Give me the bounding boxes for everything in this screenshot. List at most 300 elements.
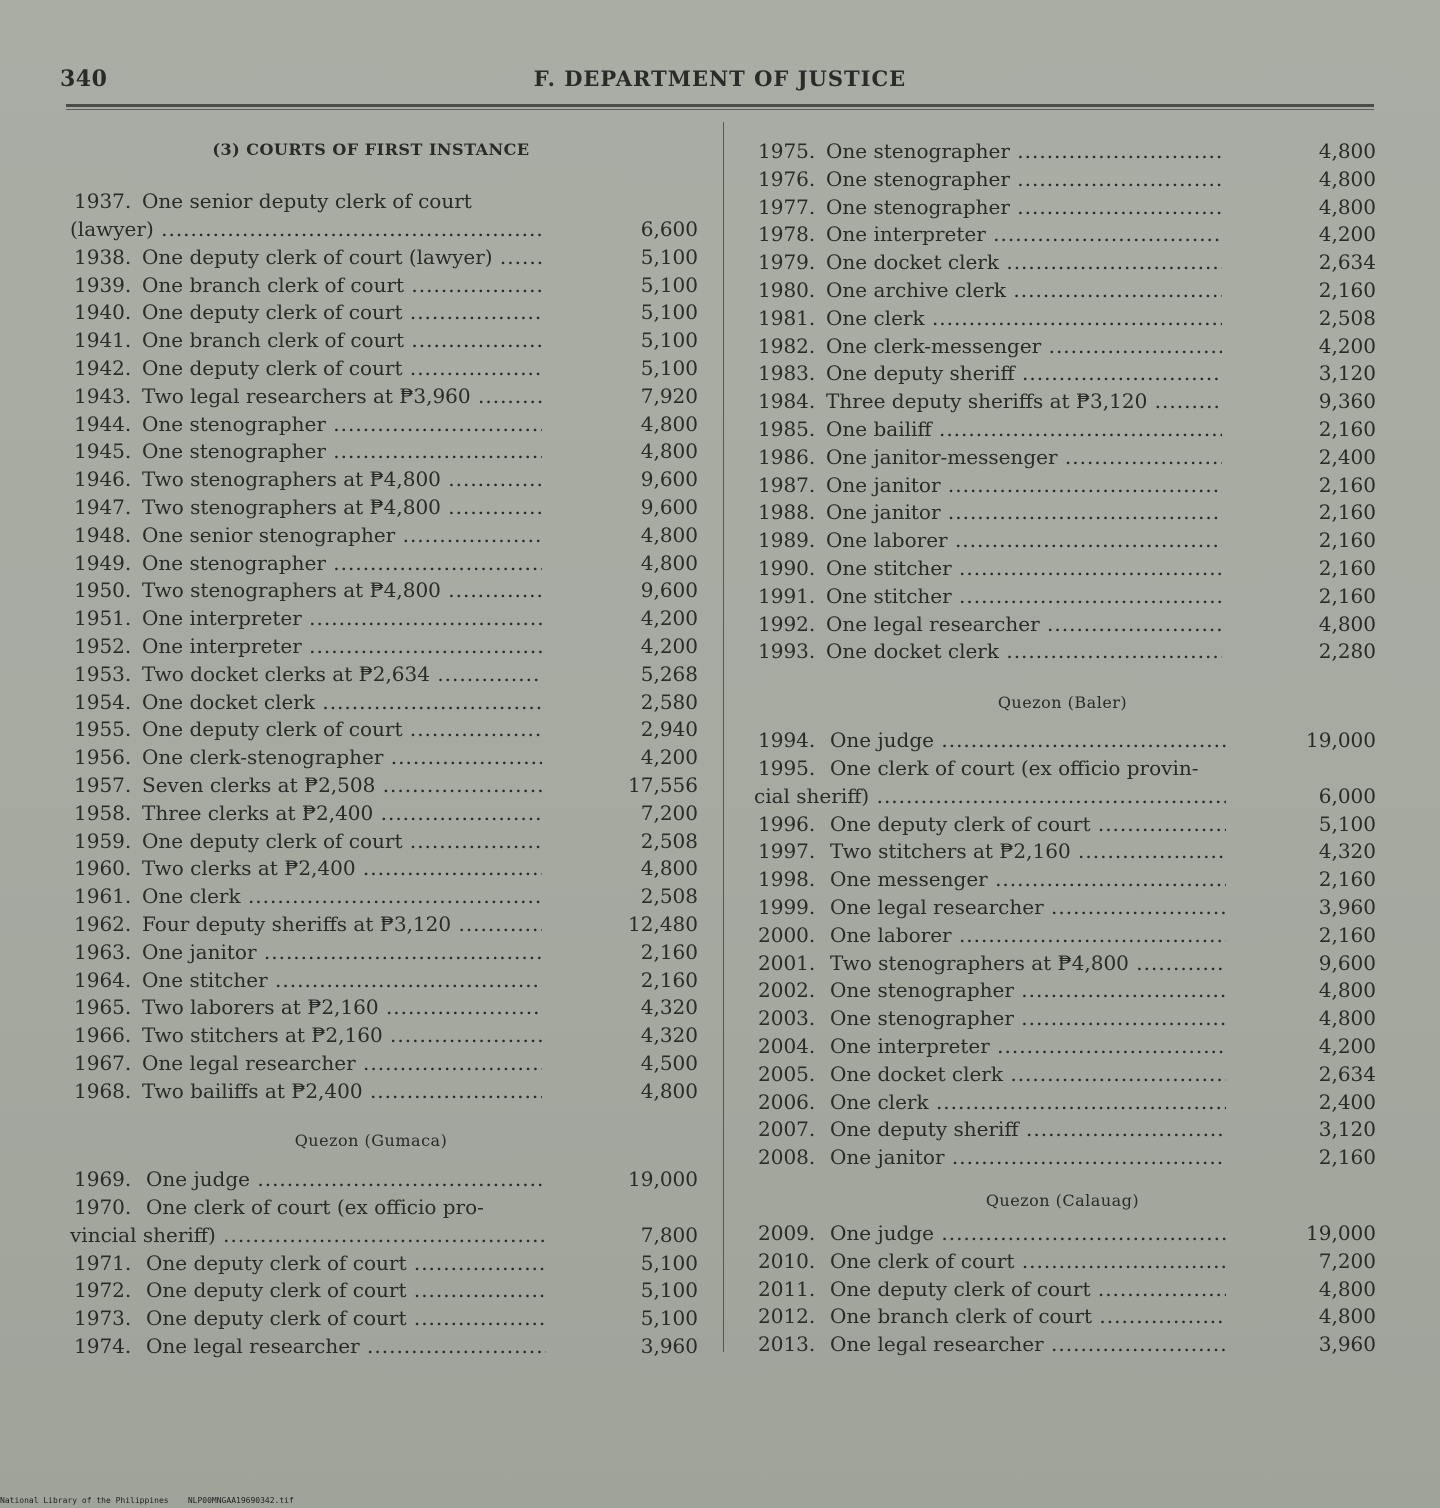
budget-entry — [66, 244, 698, 270]
entry-amount: 5,100 — [640, 1250, 698, 1275]
entry-amount: 4,800 — [640, 1078, 698, 1103]
entry-description: One stenographer ..... — [826, 138, 1222, 164]
entry-number: 1954. — [74, 689, 132, 714]
budget-entry — [750, 360, 1376, 386]
entry-description: Seven clerks at ₱2,508 ..... — [142, 772, 542, 798]
budget-entry — [750, 1089, 1376, 1115]
entry-description: Three clerks at ₱2,400 ..... — [142, 800, 542, 826]
entry-number: 1973. — [74, 1306, 132, 1331]
entry-amount: 5,268 — [640, 661, 698, 686]
entry-amount: 2,160 — [1318, 556, 1376, 580]
entry-amount: 2,160 — [1318, 583, 1376, 608]
entry-amount: 2,508 — [640, 828, 698, 853]
entry-number: 1961. — [74, 884, 132, 909]
entry-number: 1984. — [758, 389, 816, 414]
budget-entry — [750, 277, 1376, 303]
section-title: (3) COURTS OF FIRST INSTANCE — [212, 140, 530, 159]
entry-number: 1998. — [758, 867, 816, 892]
entry-description: One deputy clerk of court ..... — [142, 716, 542, 742]
entry-description: One janitor ..... — [142, 939, 542, 965]
budget-entry — [750, 611, 1376, 637]
entry-amount: 3,960 — [1318, 895, 1376, 919]
header-rule — [66, 104, 1374, 110]
budget-entry — [66, 411, 698, 437]
entry-description: Three deputy sheriffs at ₱3,120 ..... — [826, 388, 1222, 414]
budget-entry — [750, 866, 1376, 892]
entry-amount: 2,160 — [1318, 472, 1376, 497]
entry-amount: 2,160 — [1318, 278, 1376, 302]
entry-amount: 5,100 — [640, 272, 698, 297]
entry-description: One laborer ..... — [826, 527, 1222, 553]
entry-description: One senior deputy clerk of court — [142, 189, 472, 213]
budget-entry — [750, 138, 1376, 164]
budget-entry — [66, 828, 698, 854]
entry-description: One stitcher ..... — [826, 583, 1222, 609]
entry-number: 1991. — [758, 583, 816, 608]
budget-entry — [66, 327, 698, 353]
entry-number: 1939. — [74, 272, 132, 297]
budget-entry — [66, 1305, 698, 1331]
entry-amount: 4,200 — [640, 634, 698, 658]
entry-number: 1987. — [758, 472, 816, 497]
entry-amount: 3,960 — [1318, 1332, 1376, 1357]
entry-amount: 2,634 — [1318, 1061, 1376, 1086]
entry-description: One deputy sheriff ..... — [830, 1116, 1226, 1142]
entry-number: 1980. — [758, 278, 816, 302]
entry-description: One stenographer ..... — [142, 411, 542, 437]
footer-file-id: NLP00MNGAA19690342.tif — [187, 1496, 294, 1505]
budget-entry — [750, 1033, 1376, 1059]
budget-entry — [750, 194, 1376, 220]
entry-description: One senior stenographer ..... — [142, 522, 542, 548]
entry-description: One interpreter ..... — [830, 1033, 1226, 1059]
budget-entry — [750, 1005, 1376, 1031]
budget-entry — [750, 305, 1376, 331]
entry-number: 1943. — [74, 383, 132, 408]
page-number: 340 — [60, 66, 108, 92]
budget-entry — [750, 977, 1376, 1003]
entry-description: One branch clerk of court ..... — [830, 1303, 1226, 1329]
budget-entry — [66, 550, 698, 576]
entry-number: 1946. — [74, 467, 132, 492]
entry-number: 1983. — [758, 361, 816, 386]
entry-number: 1997. — [758, 839, 816, 864]
entry-number: 1959. — [74, 828, 132, 853]
entry-description: One interpreter ..... — [826, 221, 1222, 247]
entry-description: One legal researcher ..... — [830, 1331, 1226, 1357]
entry-description: One docket clerk ..... — [142, 689, 542, 715]
entry-amount: 5,100 — [640, 356, 698, 380]
entry-description: One clerk ..... — [830, 1089, 1226, 1115]
budget-entry — [66, 1277, 698, 1303]
entry-number: 1949. — [74, 550, 132, 575]
entry-description: One deputy clerk of court ..... — [146, 1277, 546, 1303]
entry-amount: 7,200 — [1318, 1248, 1376, 1273]
entry-number: 1971. — [74, 1250, 132, 1275]
entry-amount: 2,400 — [1318, 1089, 1376, 1114]
entry-number: 1972. — [74, 1278, 132, 1303]
budget-entry — [66, 772, 698, 798]
budget-entry — [750, 583, 1376, 609]
entry-number: 1940. — [74, 300, 132, 325]
entry-amount: 3,120 — [1318, 1117, 1376, 1142]
entry-description: One deputy clerk of court ..... — [830, 1276, 1226, 1302]
entry-number: 1977. — [758, 194, 816, 219]
entry-amount: 2,940 — [640, 717, 698, 742]
entry-description: Two docket clerks at ₱2,634 ..... — [142, 661, 542, 687]
entry-amount: 7,800 — [640, 1222, 698, 1247]
entry-number: 1967. — [74, 1051, 132, 1075]
entry-amount: 12,480 — [628, 912, 698, 936]
entry-amount: 4,200 — [640, 606, 698, 631]
budget-entry — [750, 1116, 1376, 1142]
entry-amount: 2,160 — [1318, 922, 1376, 947]
entry-description: One stenographer ..... — [830, 1005, 1226, 1031]
entry-amount: 2,160 — [1318, 867, 1376, 892]
entry-number: 1990. — [758, 556, 816, 580]
entry-amount: 5,100 — [640, 1306, 698, 1331]
entry-amount: 2,580 — [640, 689, 698, 714]
budget-entry — [750, 727, 1376, 753]
entry-number: 1986. — [758, 444, 816, 469]
entry-amount: 4,800 — [640, 411, 698, 436]
entry-number: 2000. — [758, 922, 816, 947]
entry-number: 1965. — [74, 995, 132, 1020]
entry-number: 1996. — [758, 811, 816, 836]
entry-amount: 2,160 — [640, 967, 698, 992]
budget-entry — [750, 388, 1376, 414]
entry-description: One docket clerk ..... — [826, 638, 1222, 664]
entry-number: 1953. — [74, 661, 132, 686]
entry-number: 1968. — [74, 1078, 132, 1103]
entry-number: 1958. — [74, 800, 132, 825]
entry-amount: 4,200 — [1318, 333, 1376, 358]
entry-amount: 4,320 — [640, 995, 698, 1020]
entry-number: 1985. — [758, 417, 816, 441]
entry-amount: 2,400 — [1318, 444, 1376, 469]
entry-description: One judge ..... — [146, 1166, 546, 1192]
budget-entry — [66, 661, 698, 687]
entry-number: 2002. — [758, 978, 816, 1003]
entry-description: One judge ..... — [830, 727, 1226, 753]
entry-number: 1956. — [74, 745, 132, 770]
budget-entry — [66, 605, 698, 631]
entry-description: Two legal researchers at ₱3,960 ..... — [142, 383, 542, 409]
entry-description: One deputy sheriff ..... — [826, 360, 1222, 386]
entry-description: Two laborers at ₱2,160 ..... — [142, 994, 542, 1020]
budget-entry — [750, 1220, 1376, 1246]
budget-entry — [66, 1166, 698, 1192]
budget-entry — [750, 1248, 1376, 1274]
entry-amount: 9,360 — [1318, 389, 1376, 414]
entry-number: 1948. — [74, 522, 132, 547]
budget-entry — [750, 166, 1376, 192]
budget-entry — [66, 494, 698, 520]
entry-amount: 2,280 — [1318, 639, 1376, 664]
entry-number: 2001. — [758, 950, 816, 975]
entry-description: One archive clerk ..... — [826, 277, 1222, 303]
budget-entry — [66, 855, 698, 881]
entry-description: One janitor ..... — [826, 499, 1222, 525]
entry-description: One interpreter ..... — [142, 605, 542, 631]
entry-description: Two stenographers at ₱4,800 ..... — [142, 494, 542, 520]
budget-entry — [750, 444, 1376, 470]
entry-number: 1945. — [74, 439, 132, 464]
entry-number: 1947. — [74, 495, 132, 519]
budget-entry — [750, 1303, 1376, 1329]
budget-entry — [750, 838, 1376, 864]
scan-footer — [0, 1496, 294, 1505]
entry-amount: 7,920 — [640, 383, 698, 408]
budget-entry — [750, 221, 1376, 247]
entry-number: 1964. — [74, 967, 132, 992]
subheading-baler: Quezon (Baler) — [997, 693, 1128, 712]
entry-amount: 4,800 — [1318, 1276, 1376, 1301]
column-divider — [723, 122, 724, 1352]
entry-number: 1978. — [758, 222, 816, 247]
entry-number: 1994. — [758, 728, 816, 752]
entry-amount: 4,800 — [1318, 166, 1376, 191]
entry-amount: 4,800 — [640, 856, 698, 881]
entry-number: 1941. — [74, 328, 132, 353]
entry-description: One janitor-messenger ..... — [826, 444, 1222, 470]
entry-description: One legal researcher ..... — [826, 611, 1222, 637]
entry-amount: 4,200 — [640, 745, 698, 770]
entry-description: One janitor ..... — [826, 472, 1222, 498]
entry-amount: 7,200 — [640, 800, 698, 825]
entry-description: One branch clerk of court ..... — [142, 327, 542, 353]
entry-description: One stenographer ..... — [830, 977, 1226, 1003]
entry-description: Two bailiffs at ₱2,400 ..... — [142, 1078, 542, 1104]
budget-entry — [66, 1194, 698, 1247]
budget-entry — [750, 472, 1376, 498]
budget-entry — [66, 272, 698, 298]
entry-amount: 9,600 — [640, 578, 698, 603]
budget-entry — [750, 499, 1376, 525]
entry-number: 1950. — [74, 578, 132, 603]
budget-entry — [750, 416, 1376, 442]
entry-number: 1995. — [758, 755, 816, 780]
entry-amount: 5,100 — [640, 244, 698, 269]
entry-description: One clerk-messenger ..... — [826, 333, 1222, 359]
entry-amount: 3,120 — [1318, 361, 1376, 386]
entry-description: One docket clerk ..... — [830, 1061, 1226, 1087]
entry-number: 2009. — [758, 1221, 816, 1245]
entry-number: 1955. — [74, 717, 132, 742]
budget-entry — [750, 333, 1376, 359]
budget-entry — [750, 894, 1376, 920]
entry-amount: 9,600 — [640, 467, 698, 492]
budget-entry — [750, 950, 1376, 976]
budget-entry — [750, 811, 1376, 837]
running-head: F. DEPARTMENT OF JUSTICE — [533, 66, 907, 91]
entry-amount: 4,200 — [1318, 1034, 1376, 1058]
budget-entry — [66, 522, 698, 548]
entry-description: One clerk-stenographer ..... — [142, 744, 542, 770]
entry-description: One deputy clerk of court ..... — [142, 299, 542, 325]
budget-entry — [750, 249, 1376, 275]
entry-number: 2006. — [758, 1089, 816, 1114]
budget-entry — [66, 1078, 698, 1104]
entry-description: One clerk ..... — [826, 305, 1222, 331]
entry-number: 1937. — [74, 189, 132, 213]
entry-amount: 5,100 — [640, 1278, 698, 1303]
entry-amount: 4,800 — [640, 550, 698, 575]
entry-description: Two stenographers at ₱4,800 ..... — [142, 466, 542, 492]
entry-amount: 2,160 — [1318, 417, 1376, 441]
entry-amount: 4,500 — [640, 1051, 698, 1075]
entry-description: One interpreter ..... — [142, 633, 542, 659]
entry-number: 1982. — [758, 333, 816, 358]
entry-amount: 2,634 — [1318, 250, 1376, 275]
entry-description: One docket clerk ..... — [826, 249, 1222, 275]
entry-description: One legal researcher ..... — [142, 1050, 542, 1076]
entry-description: One deputy clerk of court ..... — [146, 1250, 546, 1276]
entry-number: 2008. — [758, 1145, 816, 1170]
entry-amount: 6,000 — [1318, 783, 1376, 808]
entry-number: 1969. — [74, 1167, 132, 1191]
entry-number: 1957. — [74, 773, 132, 797]
entry-number: 1981. — [758, 305, 816, 330]
entry-number: 1944. — [74, 411, 132, 436]
budget-entry — [750, 527, 1376, 553]
entry-description: Two stitchers at ₱2,160 ..... — [830, 838, 1226, 864]
entry-number: 1942. — [74, 356, 132, 380]
budget-entry — [66, 438, 698, 464]
entry-amount: 6,600 — [640, 217, 698, 241]
budget-entry — [750, 555, 1376, 581]
entry-amount: 3,960 — [640, 1334, 698, 1358]
budget-entry — [750, 1144, 1376, 1170]
entry-description: One clerk of court (ex officio pro- — [146, 1194, 484, 1219]
budget-entry — [750, 755, 1376, 808]
entry-amount: 9,600 — [640, 495, 698, 519]
entry-amount: 2,508 — [640, 884, 698, 909]
entry-number: 1999. — [758, 895, 816, 919]
entry-description: One stenographer ..... — [142, 438, 542, 464]
budget-entry — [66, 383, 698, 409]
budget-entry — [66, 577, 698, 603]
budget-entry — [750, 638, 1376, 664]
budget-entry — [66, 716, 698, 742]
entry-amount: 19,000 — [628, 1167, 698, 1191]
entry-number: 2005. — [758, 1061, 816, 1086]
entry-amount: 2,160 — [1318, 528, 1376, 553]
entry-description: One clerk ..... — [142, 883, 542, 909]
budget-entry — [66, 994, 698, 1020]
budget-entry — [66, 744, 698, 770]
budget-entry — [66, 883, 698, 909]
budget-entry — [66, 800, 698, 826]
budget-entry — [66, 939, 698, 965]
entry-number: 1975. — [758, 139, 816, 163]
budget-entry — [66, 1250, 698, 1276]
entry-description: One stenographer ..... — [826, 194, 1222, 220]
entry-amount: 4,800 — [640, 439, 698, 464]
entry-amount: 17,556 — [628, 773, 698, 797]
entry-amount: 4,800 — [1318, 978, 1376, 1003]
budget-entry — [750, 922, 1376, 948]
entry-number: 2007. — [758, 1117, 816, 1142]
budget-entry — [66, 1333, 698, 1359]
footer-library: National Library of the Philippines — [0, 1496, 169, 1505]
entry-description: One legal researcher ..... — [830, 894, 1226, 920]
entry-number: 2013. — [758, 1332, 816, 1357]
entry-amount: 4,800 — [1318, 1304, 1376, 1329]
entry-number: 1992. — [758, 611, 816, 636]
entry-description: One clerk of court ..... — [830, 1248, 1226, 1274]
entry-amount: 2,160 — [640, 939, 698, 964]
entry-description: Four deputy sheriffs at ₱3,120 ..... — [142, 911, 542, 937]
entry-number: 1963. — [74, 939, 132, 964]
budget-entry — [66, 967, 698, 993]
entry-number: 2012. — [758, 1304, 816, 1329]
entry-number: 1962. — [74, 912, 132, 936]
entry-description: One judge ..... — [830, 1220, 1226, 1246]
budget-entry — [750, 1061, 1376, 1087]
entry-number: 1938. — [74, 244, 132, 269]
entry-description: One branch clerk of court ..... — [142, 272, 542, 298]
entry-number: 1989. — [758, 528, 816, 553]
entry-number: 1951. — [74, 606, 132, 631]
subheading-gumaca: Quezon (Gumaca) — [294, 1131, 448, 1150]
entry-description: One clerk of court (ex officio provin- — [830, 755, 1199, 780]
entry-number: 1966. — [74, 1023, 132, 1048]
entry-description: One laborer ..... — [830, 922, 1226, 948]
entry-number: 1970. — [74, 1194, 132, 1219]
entry-description: One messenger ..... — [830, 866, 1226, 892]
entry-amount: 4,200 — [1318, 222, 1376, 247]
budget-entry — [66, 299, 698, 325]
entry-description: Two stenographers at ₱4,800 ..... — [830, 950, 1226, 976]
entry-description: One bailiff ..... — [826, 416, 1222, 442]
entry-amount: 4,800 — [1318, 139, 1376, 163]
entry-amount: 4,800 — [1318, 611, 1376, 636]
entry-description: One stitcher ..... — [826, 555, 1222, 581]
entry-amount: 9,600 — [1318, 950, 1376, 975]
entry-continuation: cial sheriff) ..... — [754, 783, 1226, 809]
budget-entry — [66, 466, 698, 492]
budget-entry — [750, 1331, 1376, 1357]
entry-description: One janitor ..... — [830, 1144, 1226, 1170]
entry-amount: 2,160 — [1318, 1145, 1376, 1170]
entry-description: Two clerks at ₱2,400 ..... — [142, 855, 542, 881]
entry-description: One deputy clerk of court (lawyer) ..... — [142, 244, 542, 270]
entry-number: 2004. — [758, 1034, 816, 1058]
entry-amount: 19,000 — [1306, 1221, 1376, 1245]
budget-entry — [66, 633, 698, 659]
entry-description: One stitcher ..... — [142, 967, 542, 993]
entry-amount: 2,160 — [1318, 500, 1376, 525]
entry-number: 1976. — [758, 166, 816, 191]
entry-description: One deputy clerk of court ..... — [142, 828, 542, 854]
budget-entry — [66, 1050, 698, 1076]
entry-amount: 5,100 — [640, 300, 698, 325]
entry-number: 1974. — [74, 1334, 132, 1358]
budget-entry — [66, 355, 698, 381]
budget-entry — [66, 188, 698, 241]
budget-entry — [66, 689, 698, 715]
entry-number: 1960. — [74, 856, 132, 881]
entry-number: 1979. — [758, 250, 816, 275]
budget-entry — [66, 1022, 698, 1048]
subheading-calauag: Quezon (Calauag) — [985, 1191, 1140, 1210]
entry-description: One stenographer ..... — [826, 166, 1222, 192]
entry-number: 1952. — [74, 634, 132, 658]
entry-description: Two stenographers at ₱4,800 ..... — [142, 577, 542, 603]
entry-description: One deputy clerk of court ..... — [146, 1305, 546, 1331]
entry-description: One deputy clerk of court ..... — [142, 355, 542, 381]
